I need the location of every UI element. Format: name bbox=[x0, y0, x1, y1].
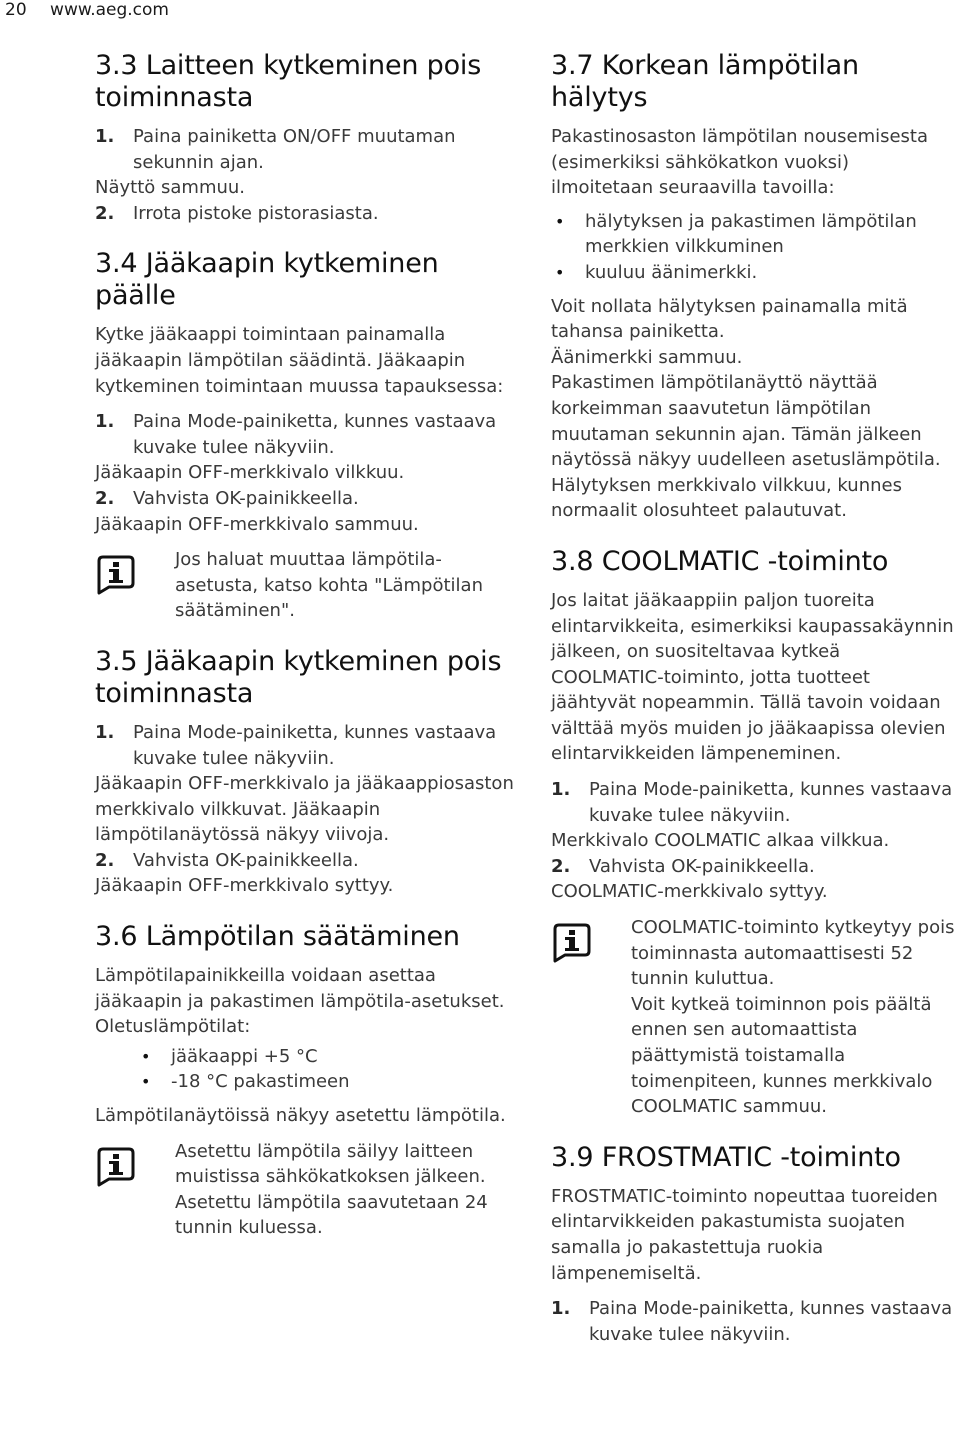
step-result: Jääkaapin OFF-merkkivalo sammuu. bbox=[95, 513, 419, 535]
step-text: Paina Mode-painiketta, kunnes vastaava kuvake tulee näkyviin. bbox=[133, 411, 497, 458]
info-icon bbox=[551, 915, 631, 1120]
section-3-4-title: 3.4 Jääkaapin kytkeminen päälle bbox=[95, 248, 439, 312]
step-text: Vahvista OK-painikkeella. bbox=[589, 855, 815, 877]
bullet-icon: • bbox=[141, 1046, 151, 1066]
step-number: 2. bbox=[95, 202, 115, 224]
section-intro: Lämpötilapainikkeilla voidaan asettaa jääkaapin ja pakastimen lämpötila-asetukset. bbox=[95, 965, 505, 1012]
step-number: 1. bbox=[95, 126, 115, 147]
section-intro: FROSTMATIC-toiminto nopeuttaa tuoreiden elintarvikkeiden pakastumista suojaten samalla jo pakastettuja ruokia lämpenemiseltä. bbox=[551, 1185, 938, 1284]
step-text: Paina Mode-painiketta, kunnes vastaava kuvake tulee näkyviin. bbox=[589, 779, 953, 826]
info-note bbox=[95, 547, 525, 624]
step bbox=[95, 124, 525, 175]
section-intro: Pakastinosaston lämpötilan nousemisesta (esimerkiksi sähkökatkon vuoksi) ilmoitetaan seuraavilla tavoilla: bbox=[551, 126, 929, 199]
step bbox=[95, 486, 525, 512]
step-result: Jääkaapin OFF-merkkivalo syttyy. bbox=[95, 875, 394, 897]
step-text: Paina painiketta ON/OFF muutaman sekunnin ajan. bbox=[133, 126, 456, 173]
section-3-6-title: 3.6 Lämpötilan säätäminen bbox=[95, 921, 460, 953]
step-number: 1. bbox=[551, 1298, 571, 1320]
info-icon bbox=[95, 547, 175, 624]
step-result: Jääkaapin OFF-merkkivalo ja jääkaappiosaston merkkivalo vilkkuvat. Jääkaapin lämpötilanäytössä näkyy viivoja. bbox=[95, 773, 514, 846]
list-item: • -18 °C pakastimeen bbox=[137, 1069, 525, 1095]
step-text: Irrota pistoke pistorasiasta. bbox=[133, 202, 379, 224]
step-number: 1. bbox=[95, 721, 115, 743]
defaults-label: Oletuslämpötilat: bbox=[95, 1016, 251, 1038]
bullet-list bbox=[551, 209, 956, 286]
step bbox=[551, 777, 956, 828]
step-result: Näyttö sammuu. bbox=[95, 177, 246, 199]
section-3-8-title: 3.8 COOLMATIC -toiminto bbox=[551, 545, 889, 577]
list-item: • kuuluu äänimerkki. bbox=[551, 260, 956, 286]
bullet-icon: • bbox=[555, 211, 565, 231]
left-column bbox=[95, 50, 525, 1255]
right-column bbox=[551, 50, 956, 1347]
section-3-3-title: 3.3 Laitteen kytkeminen pois toiminnasta bbox=[95, 50, 482, 113]
step-number: 2. bbox=[551, 855, 571, 877]
step bbox=[95, 201, 525, 227]
note-text: Asetettu lämpötila säilyy laitteen muistissa sähkökatkoksen jälkeen. Asetettu lämpötila saavutetaan 24 tunnin kuluessa. bbox=[175, 1140, 488, 1239]
step-number: 1. bbox=[95, 411, 115, 433]
paragraph: Lämpötilanäytöissä näkyy asetettu lämpötila. bbox=[95, 1105, 506, 1127]
step bbox=[95, 409, 525, 460]
note-text: Jos haluat muuttaa lämpötila-asetusta, katso kohta "Lämpötilan säätäminen". bbox=[175, 549, 483, 622]
section-intro: Kytke jääkaappi toimintaan painamalla jääkaapin lämpötilan säädintä. Jääkaapin kytkeminen toimintaan muussa tapauksessa: bbox=[95, 324, 504, 397]
info-note bbox=[551, 915, 956, 1120]
step-number: 1. bbox=[551, 779, 571, 801]
step-number: 2. bbox=[95, 849, 115, 871]
step bbox=[551, 1296, 956, 1347]
step-result: Merkkivalo COOLMATIC alkaa vilkkua. bbox=[551, 830, 890, 852]
step-result: Jääkaapin OFF-merkkivalo vilkkuu. bbox=[95, 462, 405, 484]
step-text: Paina Mode-painiketta, kunnes vastaava kuvake tulee näkyviin. bbox=[133, 721, 497, 769]
section-3-9-title: 3.9 FROSTMATIC -toiminto bbox=[551, 1141, 901, 1173]
step-text: Vahvista OK-painikkeella. bbox=[133, 487, 359, 509]
info-note bbox=[95, 1139, 525, 1241]
step-number: 2. bbox=[95, 487, 115, 509]
bullet-icon: • bbox=[555, 262, 565, 282]
section-3-5-title: 3.5 Jääkaapin kytkeminen pois toiminnasta bbox=[95, 645, 502, 709]
step bbox=[95, 720, 525, 771]
list-item: • jääkaappi +5 °C bbox=[137, 1044, 525, 1070]
bullet-icon: • bbox=[141, 1072, 151, 1092]
bullet-list bbox=[137, 1044, 525, 1095]
list-item: • hälytyksen ja pakastimen lämpötilan merkkien vilkkuminen bbox=[551, 209, 956, 260]
note-text: Voit kytkeä toiminnon pois päältä ennen sen automaattista päättymistä toistamalla toimenpiteen, kunnes merkkivalo COOLMATIC sammuu. bbox=[631, 993, 933, 1118]
section-intro: Jos laitat jääkaappiin paljon tuoreita elintarvikkeita, esimerkiksi kaupassakäynnin jälkeen, on suositeltavaa kytkeä COOLMATIC-toiminto, jotta tuotteet jäähtyvät nopeammin. Tällä tavoin voidaan välttää myös muiden jo jääkaapissa olevien elintarvikkeiden lämpeneminen. bbox=[551, 589, 954, 765]
paragraph: Pakastimen lämpötilanäyttö näyttää korkeimman saavutetun lämpötilan muutaman sekunnin ajan. Tämän jälkeen näytössä näkyy uudelleen asetuslämpötila. bbox=[551, 372, 941, 471]
info-icon bbox=[95, 1139, 175, 1241]
step bbox=[551, 854, 956, 880]
step-text: Paina Mode-painiketta, kunnes vastaava kuvake tulee näkyviin. bbox=[589, 1298, 953, 1345]
step-result: COOLMATIC-merkkivalo syttyy. bbox=[551, 881, 828, 903]
paragraph: Voit nollata hälytyksen painamalla mitä tahansa painiketta. bbox=[551, 295, 908, 343]
step-text: Vahvista OK-painikkeella. bbox=[133, 849, 359, 871]
paragraph: Äänimerkki sammuu. bbox=[551, 346, 743, 368]
website-link[interactable]: www.aeg.com bbox=[50, 0, 169, 20]
section-3-7-title: 3.7 Korkean lämpötilan hälytys bbox=[551, 50, 859, 113]
page-header bbox=[5, 0, 187, 22]
note-text: COOLMATIC-toiminto kytkeytyy pois toiminnasta automaattisesti 52 tunnin kuluttua. bbox=[631, 917, 955, 990]
paragraph: Hälytyksen merkkivalo vilkkuu, kunnes normaalit olosuhteet palautuvat. bbox=[551, 474, 902, 522]
step bbox=[95, 848, 525, 874]
page-number: 20 bbox=[5, 0, 27, 20]
